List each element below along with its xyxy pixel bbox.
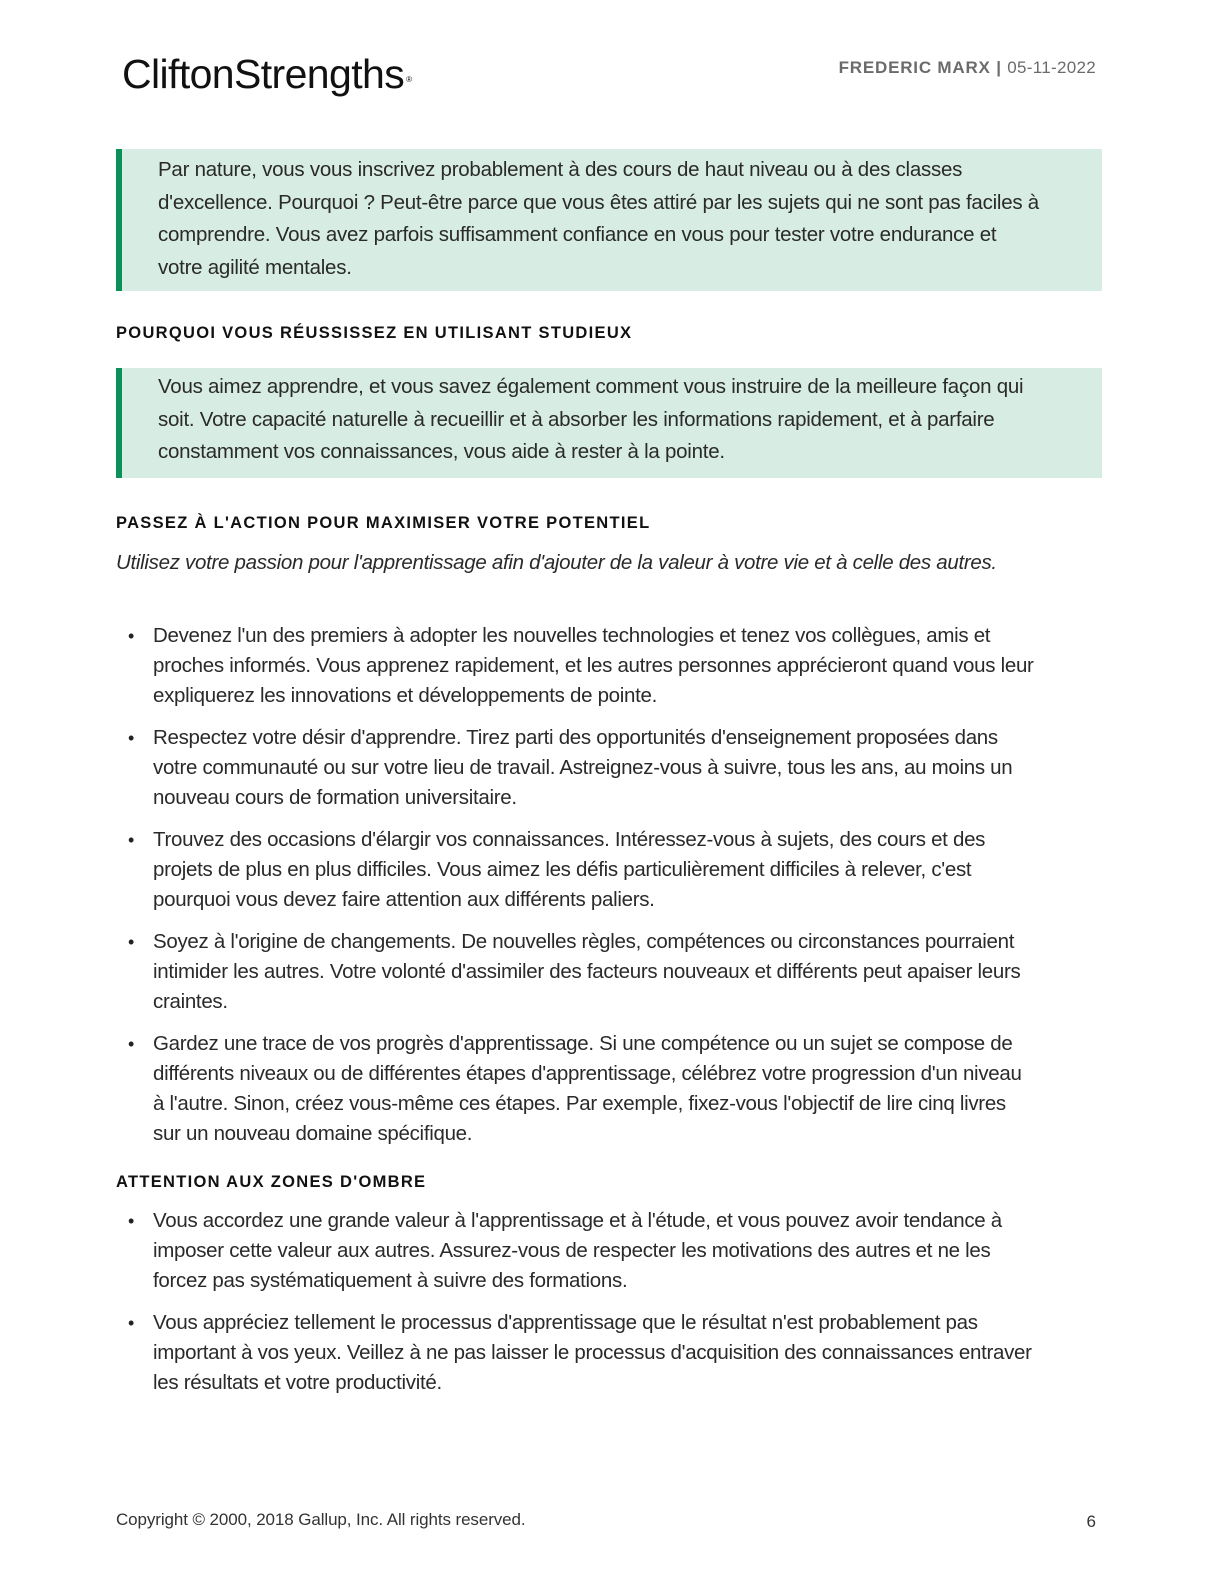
bullet-icon: • xyxy=(128,1211,135,1231)
list-item xyxy=(116,1206,1036,1296)
action-list xyxy=(116,621,1036,1161)
user-name: FREDERIC MARX xyxy=(838,58,991,77)
registered-mark: ® xyxy=(406,75,412,84)
list-item xyxy=(116,825,1036,915)
bullet-icon: • xyxy=(128,728,135,748)
separator: | xyxy=(990,58,1008,77)
list-item xyxy=(116,1308,1036,1398)
section-heading-blindspots: ATTENTION AUX ZONES D'OMBRE xyxy=(116,1173,427,1191)
logo-text: CliftonStrengths xyxy=(122,51,405,97)
list-item-text: Soyez à l'origine de changements. De nouvelles règles, compétences ou circonstances pourraient intimider les autres. Votre volonté d'assimiler des facteurs nouveaux et différents peut apaiser leurs craintes. xyxy=(153,930,1021,1013)
list-item-text: Vous accordez une grande valeur à l'apprentissage et à l'étude, et vous pouvez avoir tendance à imposer cette valeur aux autres. Assurez-vous de respecter les motivations des autres et ne les forcez pas systématiquement à suivre des formations. xyxy=(153,1209,1002,1292)
list-item-text: Trouvez des occasions d'élargir vos connaissances. Intéressez-vous à sujets, des cours et des projets de plus en plus difficiles. Vous aimez les défis particulièrement difficiles à relever, c'est pourquoi vous devez faire attention aux différents paliers. xyxy=(153,828,986,911)
list-item xyxy=(116,927,1036,1017)
section-heading-action: PASSEZ À L'ACTION POUR MAXIMISER VOTRE POTENTIEL xyxy=(116,514,651,532)
list-item-text: Devenez l'un des premiers à adopter les nouvelles technologies et tenez vos collègues, amis et proches informés. Vous apprenez rapidement, et les autres personnes apprécieront quand vous leur expliquerez les innovations et développements de pointe. xyxy=(153,624,1034,707)
list-item-text: Respectez votre désir d'apprendre. Tirez parti des opportunités d'enseignement proposées dans votre communauté ou sur votre lieu de travail. Astreignez-vous à suivre, tous les ans, au moins un nouveau cours de formation universitaire. xyxy=(153,726,1013,809)
bullet-icon: • xyxy=(128,830,135,850)
bullet-icon: • xyxy=(128,626,135,646)
section-heading-why: POURQUOI VOUS RÉUSSISSEZ EN UTILISANT STUDIEUX xyxy=(116,324,633,342)
copyright: Copyright © 2000, 2018 Gallup, Inc. All rights reserved. xyxy=(116,1510,526,1529)
list-item-text: Vous appréciez tellement le processus d'apprentissage que le résultat n'est probablement pas important à vos yeux. Veillez à ne pas laisser le processus d'acquisition des connaissances entraver les résultats et votre productivité. xyxy=(153,1311,1032,1394)
intro-callout: Par nature, vous vous inscrivez probablement à des cours de haut niveau ou à des classes d'excellence. Pourquoi ? Peut-être parce que vous êtes attiré par les sujets qui ne sont pas faciles à comprendre. Vous avez parfois suffisamment confiance en vous pour tester votre endurance et votre agilité mentales. xyxy=(116,149,1102,291)
bullet-icon: • xyxy=(128,1313,135,1333)
cliftonstrengths-logo xyxy=(122,50,411,98)
why-callout: Vous aimez apprendre, et vous savez également comment vous instruire de la meilleure façon qui soit. Votre capacité naturelle à recueillir et à absorber les informations rapidement, et à parfaire constamment vos connaissances, vous aide à rester à la pointe. xyxy=(116,368,1102,478)
blindspots-list xyxy=(116,1206,1036,1410)
list-item xyxy=(116,1029,1036,1149)
page-number: 6 xyxy=(1086,1512,1096,1531)
report-date: 05-11-2022 xyxy=(1007,58,1096,77)
list-item xyxy=(116,723,1036,813)
report-meta xyxy=(839,57,1096,79)
list-item-text: Gardez une trace de vos progrès d'apprentissage. Si une compétence ou un sujet se compose de différents niveaux ou de différentes étapes d'apprentissage, célébrez votre progression d'un niveau à l'autre. Sinon, créez vous-même ces étapes. Par exemple, fixez-vous l'objectif de lire cinq livres sur un nouveau domaine spécifique. xyxy=(153,1032,1022,1145)
list-item xyxy=(116,621,1036,711)
action-intro: Utilisez votre passion pour l'apprentissage afin d'ajouter de la valeur à votre vie et à celle des autres. xyxy=(116,551,997,574)
bullet-icon: • xyxy=(128,1034,135,1054)
bullet-icon: • xyxy=(128,932,135,952)
